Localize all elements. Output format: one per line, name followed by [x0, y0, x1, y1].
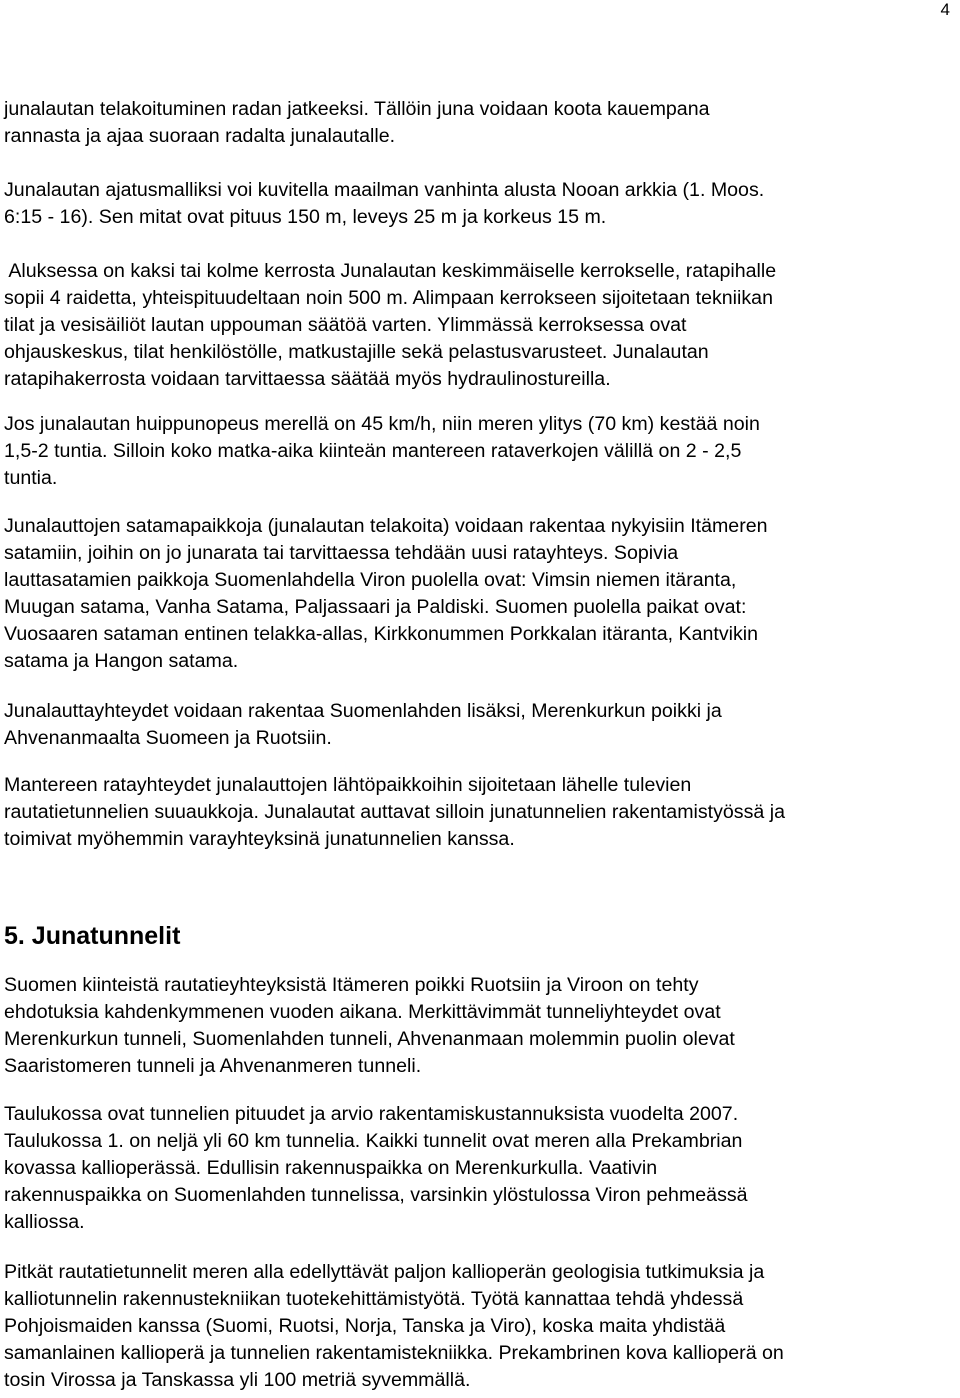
text-line: lauttasatamien paikkoja Suomenlahdella Viron puolella ovat: Vimsin niemen itäranta,: [4, 569, 737, 591]
text-line: tilat ja vesisäiliöt lautan uppouman säätöä varten. Ylimmässä kerroksessa ovat: [4, 314, 687, 336]
text-line: 1,5-2 tuntia. Silloin koko matka-aika kiinteän mantereen rataverkojen välillä on 2 - 2,5: [4, 440, 742, 462]
text-line: kalliossa.: [4, 1211, 85, 1233]
text-line: tuntia.: [4, 467, 58, 489]
text-line: Pitkät rautatietunnelit meren alla edellyttävät paljon kallioperän geologisia tutkimuksia ja: [4, 1261, 765, 1283]
section-heading: 5. Junatunnelit: [4, 922, 181, 950]
text-line: kovassa kallioperässä. Edullisin rakennuspaikka on Merenkurkulla. Vaativin: [4, 1157, 658, 1179]
paragraph-7: [4, 772, 954, 853]
text-line: rakennuspaikka on Suomenlahden tunnelissa, varsinkin ylöstulossa Viron pehmeässä: [4, 1184, 748, 1206]
page-number: 4: [940, 0, 950, 19]
text-line: Mantereen ratayhteydet junalauttojen lähtöpaikkoihin sijoitetaan lähelle tulevien: [4, 774, 692, 796]
section-paragraph-3: [4, 1259, 954, 1394]
text-line: Merenkurkun tunneli, Suomenlahden tunneli, Ahvenanmaan molemmin puolin olevat: [4, 1028, 735, 1050]
text-line: Taulukossa 1. on neljä yli 60 km tunnelia. Kaikki tunnelit ovat meren alla Prekambrian: [4, 1130, 743, 1152]
section-paragraph-2: [4, 1101, 954, 1236]
section-paragraph-1: [4, 972, 954, 1080]
paragraph-2: [4, 177, 954, 231]
text-line: satamiin, joihin on jo junarata tai tarvittaessa tehdään uusi ratayhteys. Sopivia: [4, 542, 679, 564]
text-line: Ahvenanmaalta Suomeen ja Ruotsiin.: [4, 727, 332, 749]
paragraph-5: [4, 513, 954, 675]
paragraph-1: [4, 96, 954, 150]
text-line: toimivat myöhemmin varayhteyksinä junatunnelien kanssa.: [4, 828, 515, 850]
text-line: satama ja Hangon satama.: [4, 650, 239, 672]
text-line: kalliotunnelin rakennustekniikan tuotekehittämistyötä. Työtä kannattaa tehdä yhdessä: [4, 1288, 744, 1310]
text-line: Jos junalautan huippunopeus merellä on 45 km/h, niin meren ylitys (70 km) kestää noin: [4, 413, 760, 435]
paragraph-4: [4, 411, 954, 492]
paragraph-6: [4, 698, 954, 752]
text-line: Junalauttayhteydet voidaan rakentaa Suomenlahden lisäksi, Merenkurkun poikki ja: [4, 700, 722, 722]
text-line: Pohjoismaiden kanssa (Suomi, Ruotsi, Norja, Tanska ja Viro), koska maita yhdistää: [4, 1315, 726, 1337]
text-line: 6:15 - 16). Sen mitat ovat pituus 150 m, leveys 25 m ja korkeus 15 m.: [4, 206, 607, 228]
text-line: Aluksessa on kaksi tai kolme kerrosta Junalautan keskimmäiselle kerrokselle, ratapihalle: [4, 260, 777, 282]
text-line: ohjauskeskus, tilat henkilöstölle, matkustajille sekä pelastusvarusteet. Junalautan: [4, 341, 709, 363]
text-line: samanlainen kallioperä ja tunnelien rakentamistekniikka. Prekambrinen kova kallioperä on: [4, 1342, 784, 1364]
paragraph-3: [4, 258, 954, 393]
text-line: Taulukossa ovat tunnelien pituudet ja arvio rakentamiskustannuksista vuodelta 2007.: [4, 1103, 739, 1125]
text-line: Muugan satama, Vanha Satama, Paljassaari ja Paldiski. Suomen puolella paikat ovat:: [4, 596, 747, 618]
text-line: Suomen kiinteistä rautatieyhteyksistä Itämeren poikki Ruotsiin ja Viroon on tehty: [4, 974, 699, 996]
text-line: ratapihakerrosta voidaan tarvittaessa säätää myös hydraulinostureilla.: [4, 368, 611, 390]
text-line: rannasta ja ajaa suoraan radalta junalautalle.: [4, 125, 396, 147]
text-line: ehdotuksia kahdenkymmenen vuoden aikana. Merkittävimmät tunneliyhteydet ovat: [4, 1001, 721, 1023]
text-line: tosin Virossa ja Tanskassa yli 100 metriä syvemmällä.: [4, 1369, 471, 1391]
text-line: Junalauttojen satamapaikkoja (junalautan telakoita) voidaan rakentaa nykyisiin Itämeren: [4, 515, 768, 537]
text-line: Vuosaaren sataman entinen telakka-allas, Kirkkonummen Porkkalan itäranta, Kantvikin: [4, 623, 759, 645]
text-line: rautatietunnelien suuaukkoja. Junalautat auttavat silloin junatunnelien rakentamistyössä ja: [4, 801, 785, 823]
text-line: sopii 4 raidetta, yhteispituudeltaan noin 500 m. Alimpaan kerrokseen sijoitetaan tekniikan: [4, 287, 773, 309]
text-line: junalautan telakoituminen radan jatkeeksi. Tällöin juna voidaan koota kauempana: [4, 98, 710, 120]
text-line: Saaristomeren tunneli ja Ahvenanmeren tunneli.: [4, 1055, 422, 1077]
text-line: Junalautan ajatusmalliksi voi kuvitella maailman vanhinta alusta Nooan arkkia (1. Moos.: [4, 179, 765, 201]
